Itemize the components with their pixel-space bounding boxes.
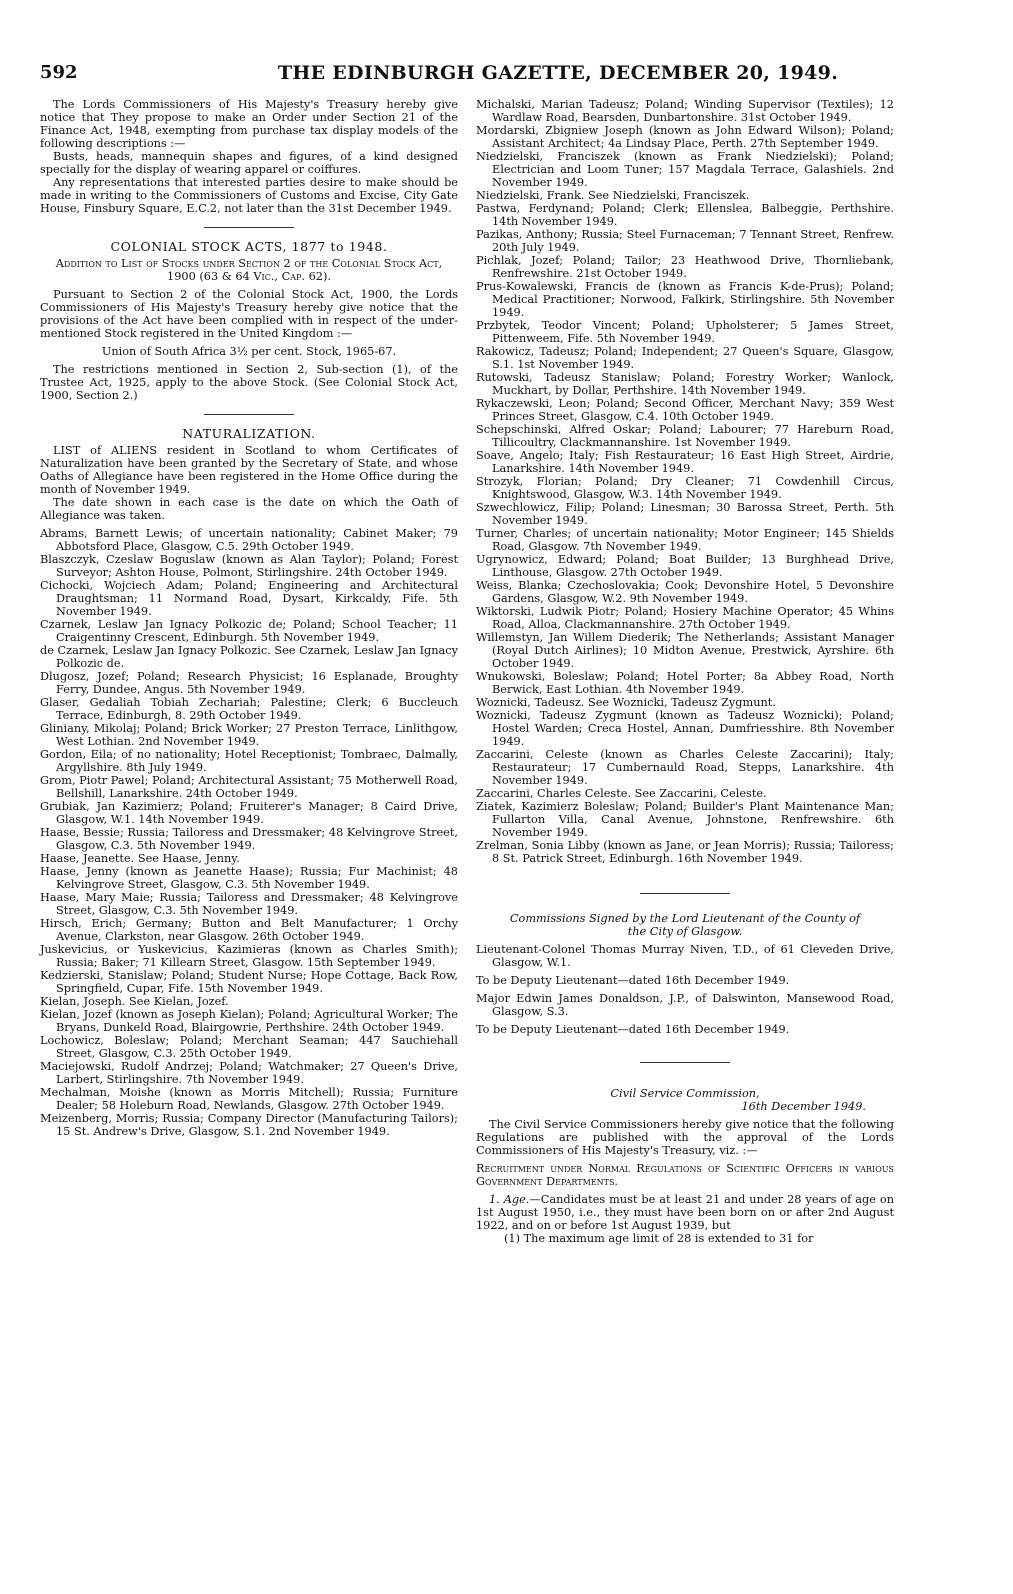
list-item: Rykaczewski, Leon; Poland; Second Officer, Merchant Navy; 359 West Princes Street, Glasgow, C.4. 10th October 1949. <box>476 397 894 423</box>
commissions-heading: Commissions Signed by the Lord Lieutenant of the County of the City of Glasgow. <box>509 912 861 938</box>
list-item: Dlugosz, Jozef; Poland; Research Physicist; 16 Esplanade, Broughty Ferry, Dundee, Angus. 5th November 1949. <box>40 670 458 696</box>
naturalization-date-note: The date shown in each case is the date on which the Oath of Allegiance was taken. <box>40 496 458 522</box>
naturalization-list-right <box>476 98 894 865</box>
list-item: Lochowicz, Boleslaw; Poland; Merchant Seaman; 447 Sauchiehall Street, Glasgow, C.3. 25th October 1949. <box>40 1034 458 1060</box>
list-item: Zaccarini, Charles Celeste. See Zaccarini, Celeste. <box>476 787 767 800</box>
list-item: Woznicki, Tadeusz. See Woznicki, Tadeusz Zygmunt. <box>476 696 776 709</box>
list-item: Turner, Charles; of uncertain nationality; Motor Engineer; 145 Shields Road, Glasgow. 7th November 1949. <box>476 527 894 553</box>
list-item: Grubiak, Jan Kazimierz; Poland; Fruiterer's Manager; 8 Caird Drive, Glasgow, W.1. 14th November 1949. <box>40 800 458 826</box>
list-item: Mordarski, Zbigniew Joseph (known as John Edward Wilson); Poland; Assistant Architect; 4a Lindsay Place, Perth. 27th September 1949. <box>476 124 894 150</box>
list-item: Kedzierski, Stanislaw; Poland; Student Nurse; Hope Cottage, Back Row, Springfield, Cupar, Fife. 15th November 1949. <box>40 969 458 995</box>
list-item: Cichocki, Wojciech Adam; Poland; Engineering and Architectural Draughtsman; 11 Normand Road, Dysart, Kirkcaldy, Fife. 5th November 1949. <box>40 579 458 618</box>
colonial-restrictions: The restrictions mentioned in Section 2, Sub-section (1), of the Trustee Act, 1925, apply to the above Stock. (See Colonial Stock Act, 1900, Section 2.) <box>40 363 458 402</box>
list-item: Blaszczyk, Czeslaw Boguslaw (known as Alan Taylor); Poland; Forest Surveyor; Ashton House, Polmont, Stirlingshire. 24th October 1949. <box>40 553 458 579</box>
list-item: Haase, Bessie; Russia; Tailoress and Dressmaker; 48 Kelvingrove Street, Glasgow, C.3. 5th November 1949. <box>40 826 458 852</box>
list-item: Prus-Kowalewski, Francis de (known as Francis K-de-Prus); Poland; Medical Practitioner; Norwood, Falkirk, Stirlingshire. 5th November 1949. <box>476 280 894 319</box>
page-number: 592 <box>40 62 78 83</box>
colonial-subheading: Addition to List of Stocks under Section 2 of the Colonial Stock Act, 1900 (63 & 64 Vic., Cap. 62). <box>55 257 443 283</box>
list-item: Wnukowski, Boleslaw; Poland; Hotel Porter; 8a Abbey Road, North Berwick, East Lothian. 4th November 1949. <box>476 670 894 696</box>
age-label: 1. Age. <box>489 1193 530 1206</box>
list-item: Pastwa, Ferdynand; Poland; Clerk; Ellenslea, Balbeggie, Perthshire. 14th November 1949. <box>476 202 894 228</box>
civil-service-date: 16th December 1949. <box>741 1100 866 1113</box>
age-subclause: (1) The maximum age limit of 28 is extended to 31 for <box>504 1232 814 1245</box>
list-item: Meizenberg, Morris; Russia; Company Director (Manufacturing Tailors); 15 St. Andrew's Drive, Glasgow, S.1. 2nd November 1949. <box>40 1112 458 1138</box>
list-item: Zrelman, Sonia Libby (known as Jane, or Jean Morris); Russia; Tailoress; 8 St. Patrick Street, Edinburgh. 16th November 1949. <box>476 839 894 865</box>
civil-service-heading: Civil Service Commission, <box>610 1087 760 1100</box>
treasury-notice: The Lords Commissioners of His Majesty's Treasury hereby give notice that They propose to make an Order under Section 21 of the Finance Act, 1948, exempting from purchase tax display models of the following descriptions :— <box>40 98 458 150</box>
list-item: Wiktorski, Ludwik Piotr; Poland; Hosiery Machine Operator; 45 Whins Road, Alloa, Clackmannanshire. 27th October 1949. <box>476 605 894 631</box>
list-item: Pichlak, Jozef; Poland; Tailor; 23 Heathwood Drive, Thornliebank, Renfrewshire. 21st October 1949. <box>476 254 894 280</box>
page-title: THE EDINBURGH GAZETTE, DECEMBER 20, 1949. <box>277 62 839 84</box>
list-item: Haase, Jeanette. See Haase, Jenny. <box>40 852 240 865</box>
civil-service-subheading: Recruitment under Normal Regulations of Scientific Officers in various Government Departments. <box>476 1162 894 1188</box>
commission-role: To be Deputy Lieutenant—dated 16th December 1949. <box>476 1023 790 1036</box>
section-divider <box>204 227 294 228</box>
list-item: Strozyk, Florian; Poland; Dry Cleaner; 71 Cowdenhill Circus, Knightswood, Glasgow, W.3. 14th November 1949. <box>476 475 894 501</box>
list-item: Willemstyn, Jan Willem Diederik; The Netherlands; Assistant Manager (Royal Dutch Airlines); 10 Midton Avenue, Prestwick, Ayrshire. 6th October 1949. <box>476 631 894 670</box>
list-item: Ugrynowicz, Edward; Poland; Boat Builder; 13 Burghhead Drive, Linthouse, Glasgow. 27th October 1949. <box>476 553 894 579</box>
naturalization-intro: LIST of ALIENS resident in Scotland to whom Certificates of Naturalization have been granted by the Secretary of State, and whose Oaths of Allegiance have been registered in the Home Office during the month of November 1949. <box>40 444 458 496</box>
list-item: Rutowski, Tadeusz Stanislaw; Poland; Forestry Worker; Wanlock, Muckhart, by Dollar, Perthshire. 14th November 1949. <box>476 371 894 397</box>
list-item: Gordon, Eila; of no nationality; Hotel Receptionist; Tombraec, Dalmally, Argyllshire. 8th July 1949. <box>40 748 458 774</box>
list-item: Zaccarini, Celeste (known as Charles Celeste Zaccarini); Italy; Restaurateur; 17 Cumbernauld Road, Stepps, Lanarkshire. 4th November 1949. <box>476 748 894 787</box>
list-item: Czarnek, Leslaw Jan Ignacy Polkozic de; Poland; School Teacher; 11 Craigentinny Crescent, Edinburgh. 5th November 1949. <box>40 618 458 644</box>
section-divider <box>640 893 730 894</box>
list-item: Szwechlowicz, Filip; Poland; Linesman; 30 Barossa Street, Perth. 5th November 1949. <box>476 501 894 527</box>
list-item: Haase, Jenny (known as Jeanette Haase); Russia; Fur Machinist; 48 Kelvingrove Street, Glasgow, C.3. 5th November 1949. <box>40 865 458 891</box>
list-item: Przbytek, Teodor Vincent; Poland; Upholsterer; 5 James Street, Pittenweem, Fife. 5th November 1949. <box>476 319 894 345</box>
age-text: —Candidates must be at least 21 and under 28 years of age on 1st August 1950, i.e., they must have been born on or after 2nd August 1922, and on or before 1st August 1939, but <box>476 1193 894 1232</box>
right-column <box>476 98 894 1245</box>
colonial-stock: Union of South Africa 3½ per cent. Stock, 1965-67. <box>101 345 397 358</box>
list-item: Maciejowski, Rudolf Andrzej; Poland; Watchmaker; 27 Queen's Drive, Larbert, Stirlingshire. 7th November 1949. <box>40 1060 458 1086</box>
list-item: Kielan, Joseph. See Kielan, Jozef. <box>40 995 229 1008</box>
list-item: Schepschinski, Alfred Oskar; Poland; Labourer; 77 Hareburn Road, Tillicoultry, Clackmannanshire. 1st November 1949. <box>476 423 894 449</box>
naturalization-heading: NATURALIZATION. <box>182 426 316 441</box>
list-item: Kielan, Jozef (known as Joseph Kielan); Poland; Agricultural Worker; The Bryans, Dunkeld Road, Blairgowrie, Perthshire. 24th October 1949. <box>40 1008 458 1034</box>
list-item: Hirsch, Erich; Germany; Button and Belt Manufacturer; 1 Orchy Avenue, Clarkston, near Glasgow. 26th October 1949. <box>40 917 458 943</box>
section-divider <box>204 414 294 415</box>
left-column <box>40 98 458 1138</box>
commission-role: To be Deputy Lieutenant—dated 16th December 1949. <box>476 974 790 987</box>
treasury-representations: Any representations that interested parties desire to make should be made in writing to the Commissioners of Customs and Excise, City Gate House, Finsbury Square, E.C.2, not later than the 31st December 1949. <box>40 176 458 215</box>
page-header <box>40 62 920 92</box>
list-item: Michalski, Marian Tadeusz; Poland; Winding Supervisor (Textiles); 12 Wardlaw Road, Bearsden, Dunbartonshire. 31st October 1949. <box>476 98 894 124</box>
list-item: Grom, Piotr Pawel; Poland; Architectural Assistant; 75 Motherwell Road, Bellshill, Lanarkshire. 24th October 1949. <box>40 774 458 800</box>
section-divider <box>640 1062 730 1063</box>
list-item: Juskevicius, or Yuskevicius, Kazimieras (known as Charles Smith); Russia; Baker; 71 Killearn Street, Glasgow. 15th September 1949. <box>40 943 458 969</box>
list-item: Gliniany, Mikolaj; Poland; Brick Worker; 27 Preston Terrace, Linlithgow, West Lothian. 2nd November 1949. <box>40 722 458 748</box>
age-clause <box>476 1193 894 1232</box>
list-item: Niedzielski, Franciszek (known as Frank Niedzielski); Poland; Electrician and Loom Tuner; 157 Magdala Terrace, Galashiels. 2nd November 1949. <box>476 150 894 189</box>
colonial-heading: COLONIAL STOCK ACTS, 1877 to 1948. <box>110 239 388 254</box>
colonial-notice: Pursuant to Section 2 of the Colonial Stock Act, 1900, the Lords Commissioners of His Majesty's Treasury hereby give notice that the provisions of the Act have been complied with in respect of the under-mentioned Stock registered in the United Kingdom :— <box>40 288 458 340</box>
list-item: Rakowicz, Tadeusz; Poland; Independent; 27 Queen's Square, Glasgow, S.1. 1st November 1949. <box>476 345 894 371</box>
list-item: Niedzielski, Frank. See Niedzielski, Franciszek. <box>476 189 750 202</box>
list-item: Haase, Mary Maie; Russia; Tailoress and Dressmaker; 48 Kelvingrove Street, Glasgow, C.3. 5th November 1949. <box>40 891 458 917</box>
list-item: Pazikas, Anthony; Russia; Steel Furnaceman; 7 Tennant Street, Renfrew. 20th July 1949. <box>476 228 894 254</box>
list-item: Ziatek, Kazimierz Boleslaw; Poland; Builder's Plant Maintenance Man; Fullarton Villa, Canal Avenue, Johnstone, Renfrewshire. 6th November 1949. <box>476 800 894 839</box>
commission-entry: Lieutenant-Colonel Thomas Murray Niven, T.D., of 61 Cleveden Drive, Glasgow, W.1. <box>476 943 894 969</box>
civil-service-notice: The Civil Service Commissioners hereby give notice that the following Regulations are published with the approval of the Lords Commissioners of His Majesty's Treasury, viz. :— <box>476 1118 894 1157</box>
list-item: de Czarnek, Leslaw Jan Ignacy Polkozic. See Czarnek, Leslaw Jan Ignacy Polkozic de. <box>40 644 458 670</box>
treasury-description: Busts, heads, mannequin shapes and figures, of a kind designed specially for the display of wearing apparel or coiffures. <box>40 150 458 176</box>
commission-entry: Major Edwin James Donaldson, J.P., of Dalswinton, Mansewood Road, Glasgow, S.3. <box>476 992 894 1018</box>
list-item: Weiss, Blanka; Czechoslovakia; Cook; Devonshire Hotel, 5 Devonshire Gardens, Glasgow, W.2. 9th November 1949. <box>476 579 894 605</box>
list-item: Soave, Angelo; Italy; Fish Restaurateur; 16 East High Street, Airdrie, Lanarkshire. 14th November 1949. <box>476 449 894 475</box>
list-item: Abrams, Barnett Lewis; of uncertain nationality; Cabinet Maker; 79 Abbotsford Place, Glasgow, C.5. 29th October 1949. <box>40 527 458 553</box>
list-item: Mechalman, Moishe (known as Morris Mitchell); Russia; Furniture Dealer; 58 Holeburn Road, Newlands, Glasgow. 27th October 1949. <box>40 1086 458 1112</box>
naturalization-list-left <box>40 527 458 1138</box>
list-item: Woznicki, Tadeusz Zygmunt (known as Tadeusz Woznicki); Poland; Hostel Warden; Creca Hostel, Annan, Dumfriesshire. 8th November 1949. <box>476 709 894 748</box>
list-item: Glaser, Gedaliah Tobiah Zechariah; Palestine; Clerk; 6 Buccleuch Terrace, Edinburgh, 8. 29th October 1949. <box>40 696 458 722</box>
